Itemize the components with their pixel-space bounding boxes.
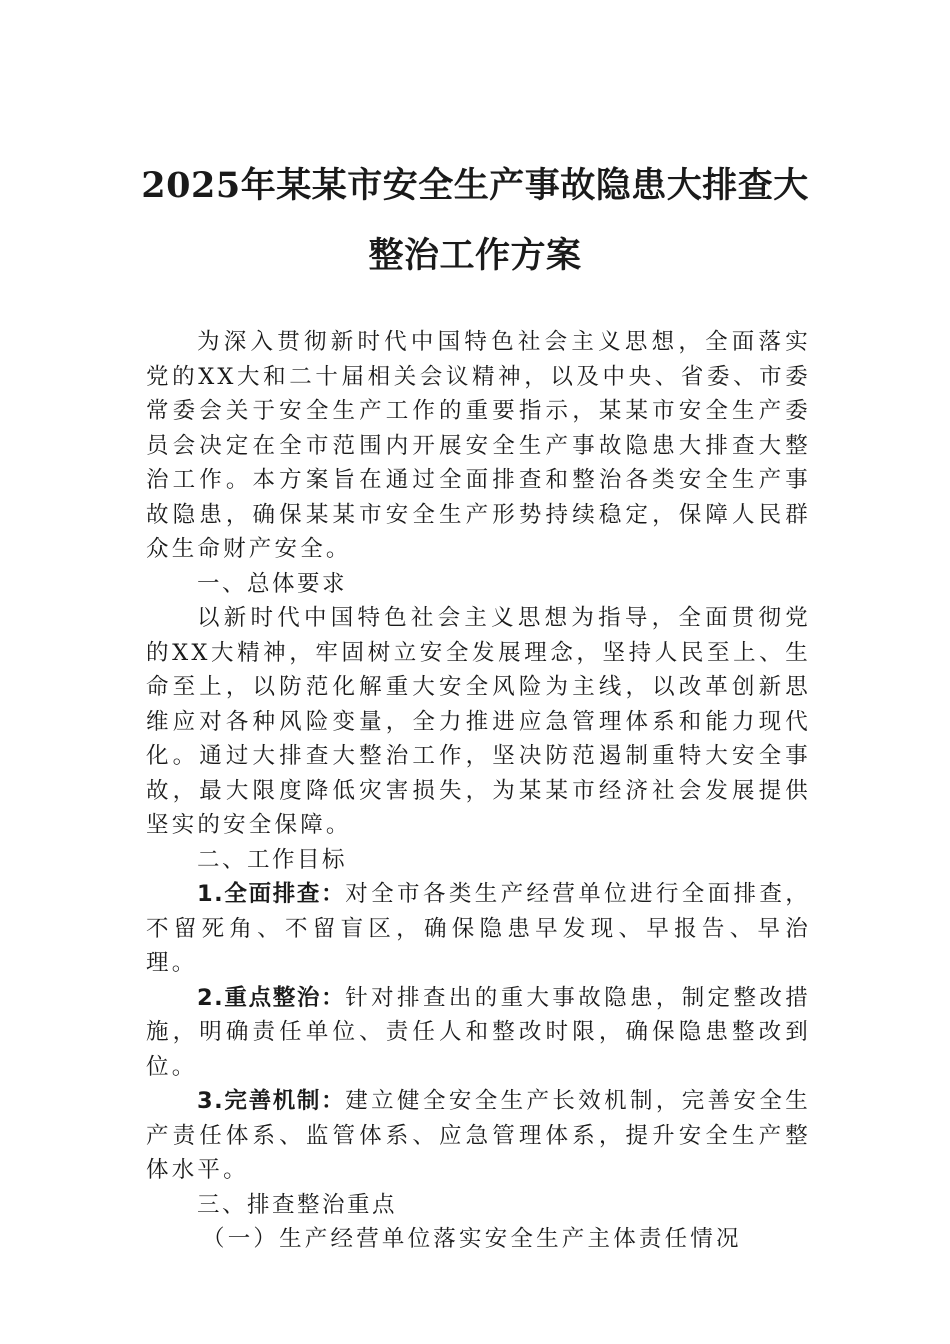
goal-item-2-lead: 2.重点整治： [197,984,346,1011]
goal-item-1-lead: 1.全面排查： [197,881,346,907]
goal-item-3 [146,1084,811,1188]
goal-item-3-lead: 3.完善机制： [197,1088,346,1114]
document-title-line2: 整治工作方案 [368,235,582,276]
intro-paragraph: 为深入贯彻新时代中国特色社会主义思想，全面落实党的XX大和二十届相关会议精神，以及中央、省委、市委常委会关于安全生产工作的重要指示，某某市安全生产委员会决定在全市范围内开展安全生产事故隐患大排查大整治工作。本方案旨在通过全面排查和整治各类安全生产事故隐患，确保某某市安全生产形势持续稳定，保障人民群众生命财产安全。 [146,329,811,562]
document-title-line1: 2025年某某市安全生产事故隐患大排查大 [141,165,809,206]
section2-heading: 二、工作目标 [197,846,348,873]
section1-heading: 一、总体要求 [197,570,348,597]
section3-subheading: （一）生产经营单位落实安全生产主体责任情况 [202,1226,742,1252]
goal-item-1 [146,877,811,981]
section3-heading: 三、排查整治重点 [197,1191,398,1218]
goal-item-2-text: 针对排查出的重大事故隐患，制定整改措施，明确责任单位、责任人和整改时限，确保隐患整改到位。 [146,984,811,1080]
document-body [146,325,811,1257]
goal-item-2 [146,981,811,1085]
section1-paragraph: 以新时代中国特色社会主义思想为指导，全面贯彻党的XX大精神，牢固树立安全发展理念，坚持人民至上、生命至上，以防范化解重大安全风险为主线，以改革创新思维应对各种风险变量，全力推进应急管理体系和能力现代化。通过大排查大整治工作，坚决防范遏制重特大安全事故，最大限度降低灾害损失，为某某市经济社会发展提供坚实的安全保障。 [146,605,811,838]
goal-item-3-text: 建立健全安全生产长效机制，完善安全生产责任体系、监管体系、应急管理体系，提升安全生产整体水平。 [146,1088,811,1183]
goal-item-1-text: 对全市各类生产经营单位进行全面排查，不留死角、不留盲区，确保隐患早发现、早报告、早治理。 [146,881,811,976]
